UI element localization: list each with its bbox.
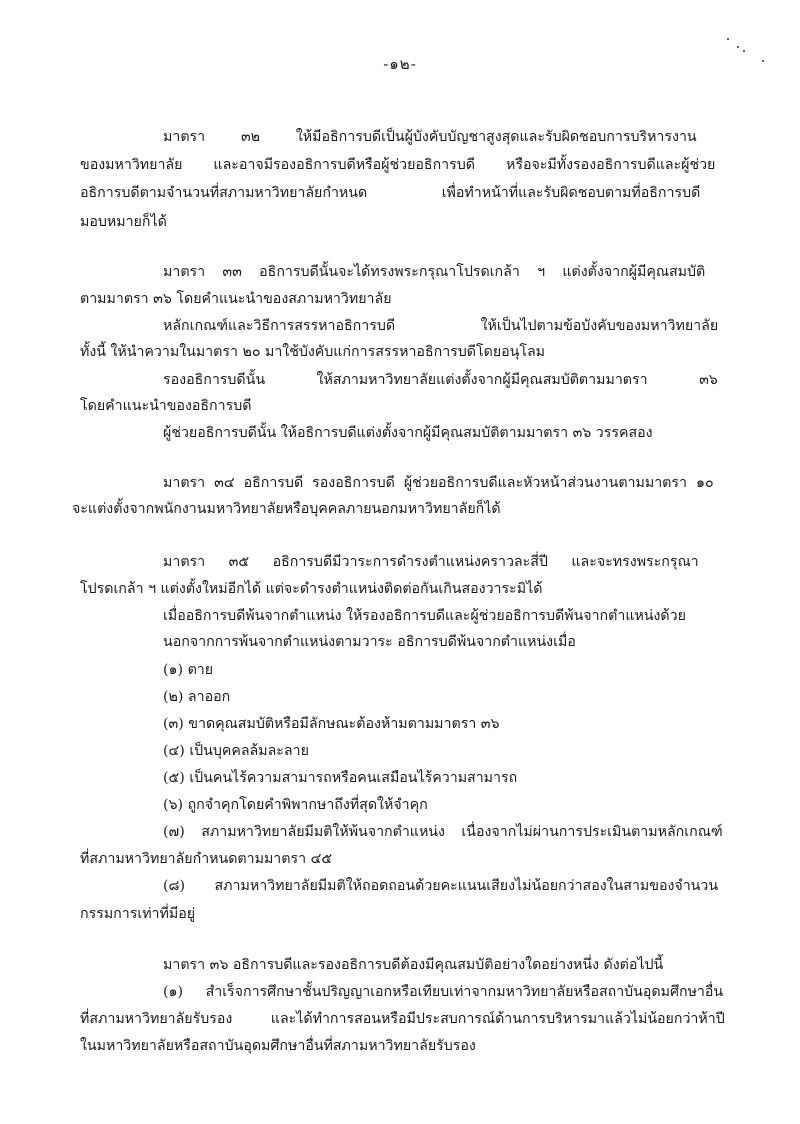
section-35-item-5: (๕) เป็นคนไร้ความสามารถหรือคนเสมือนไร้ความสามารถ [163,770,518,786]
section-35-item-1: (๑) ตาย [163,662,214,678]
section-33-line-4: ทั้งนี้ ให้นำความในมาตรา ๒๐ มาใช้บังคับแก่การสรรหาอธิการบดีโดยอนุโลม [80,344,546,360]
section-36-item-1-cont2: ในมหาวิทยาลัยหรือสถาบันอุดมศึกษาอื่นที่สภามหาวิทยาลัยรับรอง [80,1038,476,1054]
section-33-line-1: มาตรา ๓๓ อธิการบดีนั้นจะได้ทรงพระกรุณาโปรดเกล้า ฯ แต่งตั้งจากผู้มีคุณสมบัติ [163,264,706,280]
section-35-item-7: (๗) สภามหาวิทยาลัยมีมติให้พ้นจากตำแหน่ง เนื่องจากไม่ผ่านการประเมินตามหลักเกณฑ์ [163,824,723,840]
section-36-line-1: มาตรา ๓๖ อธิการบดีและรองอธิการบดีต้องมีคุณสมบัติอย่างใดอย่างหนึ่ง ดังต่อไปนี้ [163,957,664,973]
section-35-item-6: (๖) ถูกจำคุกโดยคำพิพากษาถึงที่สุดให้จำคุก [163,797,428,813]
section-32-line-2: ของมหาวิทยาลัย และอาจมีรองอธิการบดีหรือผู้ช่วยอธิการบดี หรือจะมีทั้งรองอธิการบดีและผู้ช่วย [80,157,716,173]
section-35-line-4: นอกจากการพ้นจากตำแหน่งตามวาระ อธิการบดีพ้นจากตำแหน่งเมื่อ [163,634,576,650]
section-35-item-8-cont: กรรมการเท่าที่มีอยู่ [80,906,196,922]
section-35-item-3: (๓) ขาดคุณสมบัติหรือมีลักษณะต้องห้ามตามมาตรา ๓๖ [163,716,500,732]
section-36-item-1: (๑) สำเร็จการศึกษาชั้นปริญญาเอกหรือเทียบเท่าจากมหาวิทยาลัยหรือสถาบันอุดมศึกษาอื่น [163,984,724,1000]
section-33-line-3: หลักเกณฑ์และวิธีการสรรหาอธิการบดี ให้เป็นไปตามข้อบังคับของมหาวิทยาลัย [163,318,719,334]
section-34-line-1: มาตรา ๓๔ อธิการบดี รองอธิการบดี ผู้ช่วยอธิการบดีและหัวหน้าส่วนงานตามมาตรา ๑๐ [163,475,714,491]
section-35-item-2: (๒) ลาออก [163,689,231,705]
section-32-line-3: อธิการบดีตามจำนวนที่สภามหาวิทยาลัยกำหนด เพื่อทำหน้าที่และรับผิดชอบตามที่อธิการบดี [80,185,701,201]
section-33-line-6: โดยคำแนะนำของอธิการบดี [80,398,252,414]
section-34-line-2: จะแต่งตั้งจากพนักงานมหาวิทยาลัยหรือบุคคลภายนอกมหาวิทยาลัยก็ได้ [72,501,501,517]
page-number: -๑๒- [383,55,417,73]
section-33-line-2: ตามมาตรา ๓๖ โดยคำแนะนำของสภามหาวิทยาลัย [80,291,392,307]
section-33-line-5: รองอธิการบดีนั้น ให้สภามหาวิทยาลัยแต่งตั้งจากผู้มีคุณสมบัติตามมาตรา ๓๖ [163,372,718,388]
section-33-line-7: ผู้ช่วยอธิการบดีนั้น ให้อธิการบดีแต่งตั้งจากผู้มีคุณสมบัติตามมาตรา ๓๖ วรรคสอง [163,425,653,441]
section-36-item-1-cont1: ที่สภามหาวิทยาลัยรับรอง และได้ทำการสอนหรือมีประสบการณ์ด้านการบริหารมาแล้วไม่น้อยกว่าห้าปี [80,1011,725,1027]
section-35-item-4: (๔) เป็นบุคคลล้มละลาย [163,743,309,759]
section-35-line-1: มาตรา ๓๕ อธิการบดีมีวาระการดำรงตำแหน่งคราวละสี่ปี และจะทรงพระกรุณา [163,554,699,570]
section-35-item-8: (๘) สภามหาวิทยาลัยมีมติให้ถอดถอนด้วยคะแนนเสียงไม่น้อยกว่าสองในสามของจำนวน [163,878,719,894]
section-32-line-1: มาตรา ๓๒ ให้มีอธิการบดีเป็นผู้บังคับบัญชาสูงสุดและรับผิดชอบการบริหารงาน [163,129,697,145]
section-35-line-2: โปรดเกล้า ฯ แต่งตั้งใหม่อีกได้ แต่จะดำรงตำแหน่งติดต่อกันเกินสองวาระมิได้ [80,581,543,597]
section-35-item-7-cont: ที่สภามหาวิทยาลัยกำหนดตามมาตรา ๔๕ [80,851,333,867]
section-35-line-3: เมื่ออธิการบดีพ้นจากตำแหน่ง ให้รองอธิการบดีและผู้ช่วยอธิการบดีพ้นจากตำแหน่งด้วย [163,608,686,624]
section-32-line-4: มอบหมายก็ได้ [80,214,167,230]
